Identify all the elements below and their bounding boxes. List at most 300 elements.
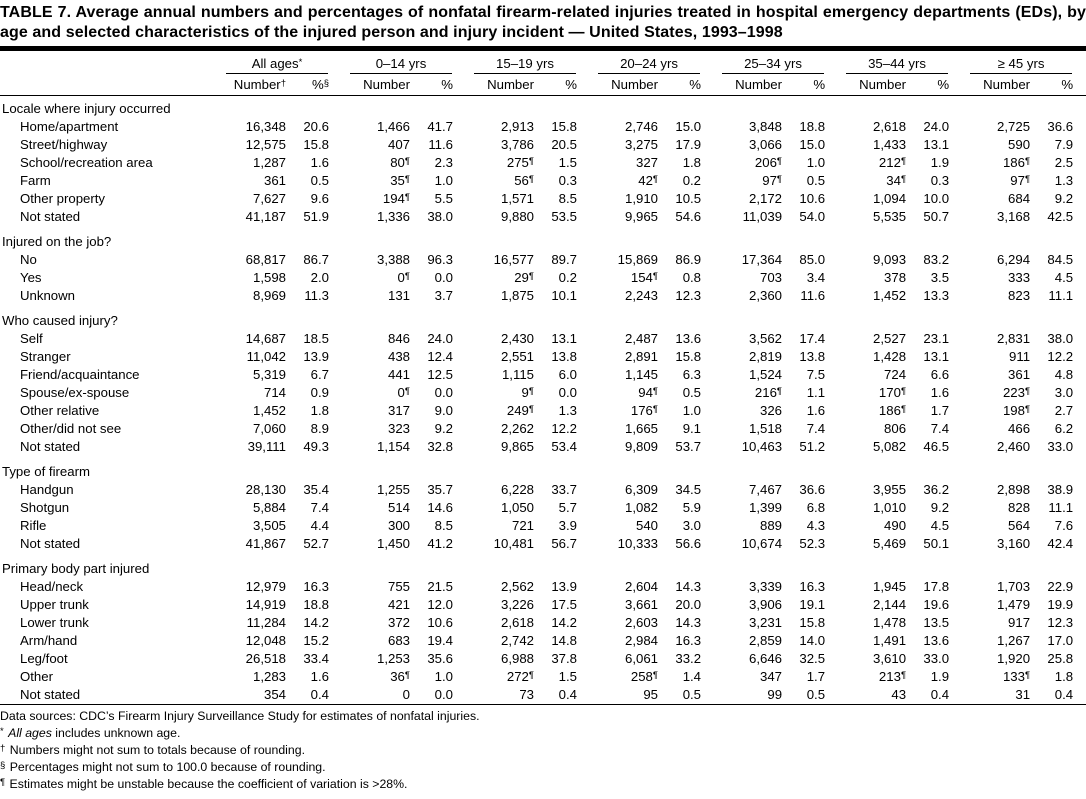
percent-cell: 21.5: [427, 579, 453, 594]
number-cell: 1,115: [501, 367, 534, 382]
number-cell: 95: [643, 687, 659, 702]
percent-cell: 14.3: [675, 615, 702, 630]
footnote-marker: ¶: [900, 386, 907, 397]
number-cell: 421: [387, 597, 410, 612]
percent-cell: 13.6: [923, 633, 950, 648]
table-row: [0, 348, 1086, 366]
number-cell: 133¶: [1002, 669, 1031, 684]
percent-column-header: %: [662, 74, 714, 96]
number-cell: 540: [636, 518, 659, 533]
number-cell: 1,518: [749, 421, 783, 436]
percent-cell: 9.2: [434, 421, 453, 436]
number-cell: 361: [263, 173, 286, 188]
number-cell: 206¶: [754, 155, 783, 170]
footnote-marker: ¶: [404, 174, 410, 185]
row-label: Self: [20, 331, 43, 346]
footnote-marker: ¶: [528, 404, 534, 415]
percent-cell: 32.8: [427, 439, 453, 454]
number-cell: 7,627: [252, 191, 286, 206]
percent-cell: 5.7: [558, 500, 578, 515]
percent-cell: 34.5: [675, 482, 702, 497]
number-cell: 3,505: [252, 518, 286, 533]
percent-cell: 0.5: [806, 687, 826, 702]
number-cell: 2,831: [997, 331, 1031, 346]
percent-cell: 1.6: [806, 403, 826, 418]
number-cell: 911: [1009, 349, 1031, 364]
percent-cell: 1.1: [806, 385, 826, 400]
number-cell: 1,336: [376, 209, 410, 224]
row-label: Leg/foot: [20, 651, 68, 666]
number-cell: 131: [387, 288, 410, 303]
footnote-italic: All ages: [8, 726, 52, 740]
number-cell: 1,598: [252, 270, 286, 285]
percent-cell: 1.5: [558, 155, 578, 170]
footnote-marker: ¶: [404, 670, 410, 681]
number-cell: 703: [760, 270, 783, 285]
number-cell: 2,819: [749, 349, 783, 364]
percent-cell: 35.7: [427, 482, 453, 497]
percent-column-header: %: [910, 74, 962, 96]
number-cell: 223¶: [1002, 385, 1031, 400]
number-cell: 10,674: [741, 536, 783, 551]
percent-cell: 36.2: [923, 482, 950, 497]
percent-cell: 7.6: [1054, 518, 1074, 533]
percent-cell: 10.0: [923, 191, 950, 206]
percent-cell: 5.9: [682, 500, 702, 515]
footnote-marker: ¶: [528, 156, 534, 167]
percent-cell: 14.8: [551, 633, 578, 648]
footnote-marker: ¶: [528, 174, 534, 185]
number-cell: 1,466: [376, 119, 410, 134]
number-cell: 26,518: [245, 651, 286, 666]
percent-cell: 1.0: [806, 155, 826, 170]
percent-cell: 46.5: [923, 439, 950, 454]
section-header-row: [0, 96, 1086, 119]
percent-cell: 12.4: [427, 349, 453, 364]
number-cell: 249¶: [506, 403, 534, 418]
number-cell: 12,575: [245, 137, 286, 152]
footnote-marker: ¶: [528, 271, 534, 282]
table-row: [0, 251, 1086, 269]
row-label: Rifle: [20, 518, 47, 533]
percent-cell: 54.0: [799, 209, 826, 224]
number-cell: 2,527: [873, 331, 907, 346]
percent-cell: 85.0: [799, 252, 826, 267]
percent-cell: 7.4: [310, 500, 329, 515]
number-cell: 3,610: [873, 651, 907, 666]
number-cell: 1,010: [873, 500, 907, 515]
number-cell: 3,066: [749, 137, 783, 152]
percent-cell: 0.5: [806, 173, 826, 188]
percent-cell: 3.7: [434, 288, 453, 303]
footnote-marker: §: [0, 760, 6, 771]
number-cell: 714: [263, 385, 286, 400]
table-row: [0, 668, 1086, 686]
percent-cell: 37.8: [551, 651, 578, 666]
number-cell: 590: [1008, 137, 1031, 152]
number-cell: 3,168: [997, 209, 1031, 224]
number-cell: 216¶: [754, 385, 783, 400]
table-row: [0, 499, 1086, 517]
number-cell: 2,746: [625, 119, 659, 134]
percent-cell: 11.1: [1048, 500, 1074, 515]
percent-cell: 10.1: [551, 288, 578, 303]
number-cell: 2,551: [500, 349, 534, 364]
percent-cell: 9.0: [434, 403, 453, 418]
percent-cell: 1.4: [682, 669, 702, 684]
number-cell: 1,255: [376, 482, 410, 497]
percent-cell: 16.3: [303, 579, 329, 594]
number-cell: 2,891: [625, 349, 659, 364]
percent-cell: 53.7: [675, 439, 702, 454]
number-cell: 176¶: [630, 403, 659, 418]
number-cell: 2,487: [625, 331, 659, 346]
percent-cell: 56.6: [675, 536, 702, 551]
number-cell: 2,618: [873, 119, 907, 134]
number-column-header: Number: [590, 74, 662, 96]
footnote-marker: ¶: [900, 156, 907, 167]
number-cell: 12,979: [245, 579, 286, 594]
percent-cell: 13.6: [675, 331, 702, 346]
number-cell: 333: [1008, 270, 1031, 285]
row-label: Other/did not see: [20, 421, 122, 436]
number-cell: 34¶: [886, 173, 907, 188]
percent-cell: 51.2: [799, 439, 826, 454]
percent-cell: 12.5: [427, 367, 453, 382]
number-cell: 1,479: [997, 597, 1031, 612]
percent-cell: 89.7: [551, 252, 578, 267]
number-cell: 7,467: [749, 482, 783, 497]
footnote-marker: §: [323, 78, 329, 89]
footnote-marker: ¶: [776, 174, 783, 185]
percent-cell: 0.3: [558, 173, 578, 188]
number-cell: 2,603: [625, 615, 659, 630]
number-cell: 97¶: [762, 173, 783, 188]
percent-cell: 41.7: [427, 119, 453, 134]
number-cell: 28,130: [245, 482, 286, 497]
number-cell: 9,865: [500, 439, 534, 454]
number-cell: 1,094: [873, 191, 907, 206]
number-cell: 9,093: [873, 252, 907, 267]
row-label: Not stated: [20, 209, 81, 224]
number-cell: 3,848: [749, 119, 783, 134]
number-cell: 29¶: [514, 270, 534, 285]
percent-cell: 12.2: [551, 421, 578, 436]
percent-cell: 20.5: [551, 137, 578, 152]
percent-cell: 24.0: [427, 331, 453, 346]
percent-cell: 22.9: [1047, 579, 1074, 594]
percent-cell: 18.8: [799, 119, 826, 134]
percent-cell: 0.2: [682, 173, 702, 188]
row-label: Home/apartment: [20, 119, 119, 134]
number-cell: 1,267: [997, 633, 1031, 648]
footnote-marker: ¶: [404, 156, 410, 167]
number-cell: 258¶: [630, 669, 659, 684]
table-row: [0, 287, 1086, 305]
percent-cell: 33.4: [303, 651, 329, 666]
percent-cell: 52.3: [799, 536, 826, 551]
percent-cell: 1.6: [310, 669, 329, 684]
percent-cell: 9.6: [310, 191, 329, 206]
number-cell: 0¶: [397, 270, 410, 285]
percent-cell: 1.0: [434, 173, 453, 188]
percent-cell: 2.0: [310, 270, 329, 285]
table-row: [0, 190, 1086, 208]
footnote-marker: †: [0, 743, 6, 754]
footnote-marker: *: [0, 726, 4, 737]
percent-cell: 52.7: [303, 536, 329, 551]
footnote-marker: ¶: [404, 192, 410, 203]
percent-cell: 20.6: [303, 119, 329, 134]
number-cell: 186¶: [1002, 155, 1031, 170]
number-cell: 846: [387, 331, 410, 346]
percent-cell: 1.5: [558, 669, 578, 684]
percent-cell: 50.1: [923, 536, 950, 551]
number-cell: 41,187: [245, 209, 286, 224]
percent-cell: 13.9: [551, 579, 578, 594]
percent-cell: 1.0: [682, 403, 702, 418]
row-label: Other: [20, 669, 53, 684]
percent-cell: 14.2: [303, 615, 329, 630]
percent-cell: 11.6: [800, 288, 826, 303]
number-cell: 441: [387, 367, 410, 382]
percent-cell: 13.1: [923, 137, 950, 152]
table-row: [0, 535, 1086, 553]
number-cell: 14,919: [245, 597, 286, 612]
footnote-marker: *: [298, 57, 303, 68]
number-cell: 2,144: [873, 597, 907, 612]
number-cell: 1,452: [252, 403, 286, 418]
percent-cell: 0.0: [434, 385, 453, 400]
section-header-row: [0, 305, 1086, 330]
percent-cell: 7.4: [806, 421, 826, 436]
number-cell: 2,262: [500, 421, 534, 436]
number-cell: 36¶: [390, 669, 410, 684]
number-cell: 3,231: [749, 615, 783, 630]
column-group-0: [218, 56, 342, 74]
number-column-header: Number: [342, 74, 414, 96]
number-cell: 721: [511, 518, 534, 533]
percent-cell: 7.9: [1054, 137, 1074, 152]
number-column-header: Number: [714, 74, 786, 96]
percent-cell: 14.3: [675, 579, 702, 594]
number-cell: 1,478: [873, 615, 907, 630]
percent-cell: 25.8: [1047, 651, 1074, 666]
number-column-header: Number: [838, 74, 910, 96]
percent-cell: 2.5: [1054, 155, 1074, 170]
section-header: Who caused injury?: [2, 313, 118, 328]
number-cell: 1,920: [997, 651, 1031, 666]
number-cell: 5,082: [873, 439, 907, 454]
percent-cell: 17.0: [1047, 633, 1074, 648]
percent-cell: 15.8: [303, 137, 329, 152]
number-cell: 3,786: [500, 137, 534, 152]
percent-cell: 6.0: [558, 367, 578, 382]
footnote-marker: ¶: [652, 174, 659, 185]
number-cell: 3,388: [376, 252, 410, 267]
number-cell: 1,154: [376, 439, 410, 454]
percent-cell: 0.4: [310, 687, 329, 702]
number-cell: 755: [387, 579, 410, 594]
percent-cell: 4.5: [930, 518, 950, 533]
row-label: Not stated: [20, 439, 81, 454]
percent-cell: 2.3: [434, 155, 453, 170]
percent-cell: 1.9: [930, 669, 950, 684]
number-cell: 1,452: [873, 288, 907, 303]
table-row: [0, 384, 1086, 402]
percent-cell: 0.0: [558, 385, 578, 400]
percent-cell: 11.3: [304, 288, 329, 303]
percent-cell: 49.3: [303, 439, 329, 454]
percent-column-header: %: [538, 74, 590, 96]
number-cell: 1,571: [500, 191, 534, 206]
section-header: Injured on the job?: [2, 234, 112, 249]
percent-cell: 35.4: [303, 482, 329, 497]
row-label: Upper trunk: [20, 597, 89, 612]
number-cell: 41,867: [245, 536, 286, 551]
number-cell: 1,524: [749, 367, 783, 382]
number-cell: 372: [387, 615, 410, 630]
number-cell: 5,884: [252, 500, 286, 515]
number-cell: 438: [387, 349, 410, 364]
percent-cell: 14.0: [799, 633, 826, 648]
number-cell: 8,969: [252, 288, 286, 303]
column-group-3: [590, 56, 714, 74]
number-cell: 39,111: [247, 439, 286, 454]
number-cell: 3,562: [749, 331, 783, 346]
number-cell: 2,725: [997, 119, 1031, 134]
percent-column-header: %: [414, 74, 466, 96]
footnotes: [0, 705, 1086, 793]
number-cell: 7,060: [252, 421, 286, 436]
footnote-marker: ¶: [652, 386, 659, 397]
number-cell: 99: [767, 687, 783, 702]
number-cell: 11,284: [246, 615, 286, 630]
percent-cell: 1.8: [682, 155, 702, 170]
number-cell: 917: [1008, 615, 1031, 630]
table-row: [0, 481, 1086, 499]
percent-cell: 17.5: [551, 597, 578, 612]
footnote-marker: ¶: [900, 174, 907, 185]
table-row: [0, 172, 1086, 190]
column-group-label: 20–24 yrs: [598, 56, 700, 74]
percent-cell: 9.1: [682, 421, 702, 436]
number-cell: 564: [1008, 518, 1031, 533]
number-cell: 56¶: [514, 173, 534, 188]
number-cell: 1,399: [749, 500, 783, 515]
table-row: [0, 402, 1086, 420]
number-cell: 11,039: [742, 209, 783, 224]
number-cell: 326: [760, 403, 783, 418]
number-cell: 323: [387, 421, 410, 436]
number-cell: 9,880: [500, 209, 534, 224]
percent-cell: 20.0: [675, 597, 702, 612]
number-cell: 828: [1008, 500, 1031, 515]
number-cell: 6,309: [625, 482, 659, 497]
number-cell: 9,965: [625, 209, 659, 224]
percent-cell: 54.6: [675, 209, 702, 224]
number-cell: 1,703: [997, 579, 1031, 594]
footnote-marker: ¶: [1024, 156, 1031, 167]
number-cell: 724: [884, 367, 907, 382]
percent-cell: 0.5: [682, 687, 702, 702]
percent-cell: 3.9: [558, 518, 578, 533]
percent-cell: 0.9: [310, 385, 329, 400]
table-body: [0, 96, 1086, 705]
percent-cell: 17.4: [799, 331, 826, 346]
footnote-marker: ¶: [900, 670, 907, 681]
footnote-marker: ¶: [1024, 404, 1031, 415]
percent-cell: 13.8: [799, 349, 826, 364]
percent-cell: 42.4: [1047, 536, 1074, 551]
number-cell: 1,910: [625, 191, 659, 206]
footnote-marker: ¶: [652, 271, 659, 282]
number-cell: 17,364: [741, 252, 783, 267]
column-group-2: [466, 56, 590, 74]
percent-cell: 10.5: [675, 191, 702, 206]
number-cell: 3,160: [997, 536, 1031, 551]
table-row: [0, 438, 1086, 456]
number-cell: 361: [1008, 367, 1031, 382]
percent-cell: 42.5: [1047, 209, 1074, 224]
number-cell: 1,287: [252, 155, 286, 170]
number-cell: 1,145: [625, 367, 659, 382]
percent-cell: 19.1: [799, 597, 826, 612]
percent-cell: 12.3: [675, 288, 702, 303]
number-cell: 2,604: [625, 579, 659, 594]
table-row: [0, 366, 1086, 384]
number-cell: 683: [387, 633, 410, 648]
percent-cell: 18.8: [303, 597, 329, 612]
percent-cell: 19.6: [923, 597, 950, 612]
percent-cell: 4.4: [310, 518, 329, 533]
number-cell: 1,050: [500, 500, 534, 515]
percent-cell: 0.3: [930, 173, 950, 188]
table-row: [0, 517, 1086, 535]
percent-cell: 8.9: [310, 421, 329, 436]
number-column-header: Number: [962, 74, 1034, 96]
percent-column-header: %§: [290, 74, 342, 96]
row-label: Farm: [20, 173, 51, 188]
footnote-marker: ¶: [776, 386, 783, 397]
number-cell: 3,661: [625, 597, 659, 612]
number-cell: 1,491: [873, 633, 907, 648]
percent-cell: 33.0: [923, 651, 950, 666]
number-cell: 2,172: [749, 191, 783, 206]
percent-cell: 53.5: [551, 209, 578, 224]
number-cell: 5,535: [873, 209, 907, 224]
row-label: Yes: [20, 270, 42, 285]
percent-cell: 17.9: [675, 137, 702, 152]
percent-cell: 8.5: [434, 518, 453, 533]
percent-cell: 33.2: [675, 651, 702, 666]
table-row: [0, 614, 1086, 632]
percent-cell: 8.5: [558, 191, 578, 206]
percent-cell: 0.4: [930, 687, 950, 702]
percent-cell: 5.5: [434, 191, 453, 206]
number-cell: 10,463: [741, 439, 783, 454]
percent-cell: 4.8: [1054, 367, 1074, 382]
percent-cell: 0.8: [682, 270, 702, 285]
percent-cell: 41.2: [427, 536, 453, 551]
footnote-marker: ¶: [776, 156, 783, 167]
percent-cell: 3.4: [806, 270, 826, 285]
footnote: * All ages includes unknown age.: [0, 726, 181, 740]
percent-cell: 7.5: [806, 367, 826, 382]
percent-cell: 15.2: [303, 633, 329, 648]
column-group-label: All ages*: [226, 56, 328, 74]
section-header: Type of firearm: [2, 464, 90, 479]
